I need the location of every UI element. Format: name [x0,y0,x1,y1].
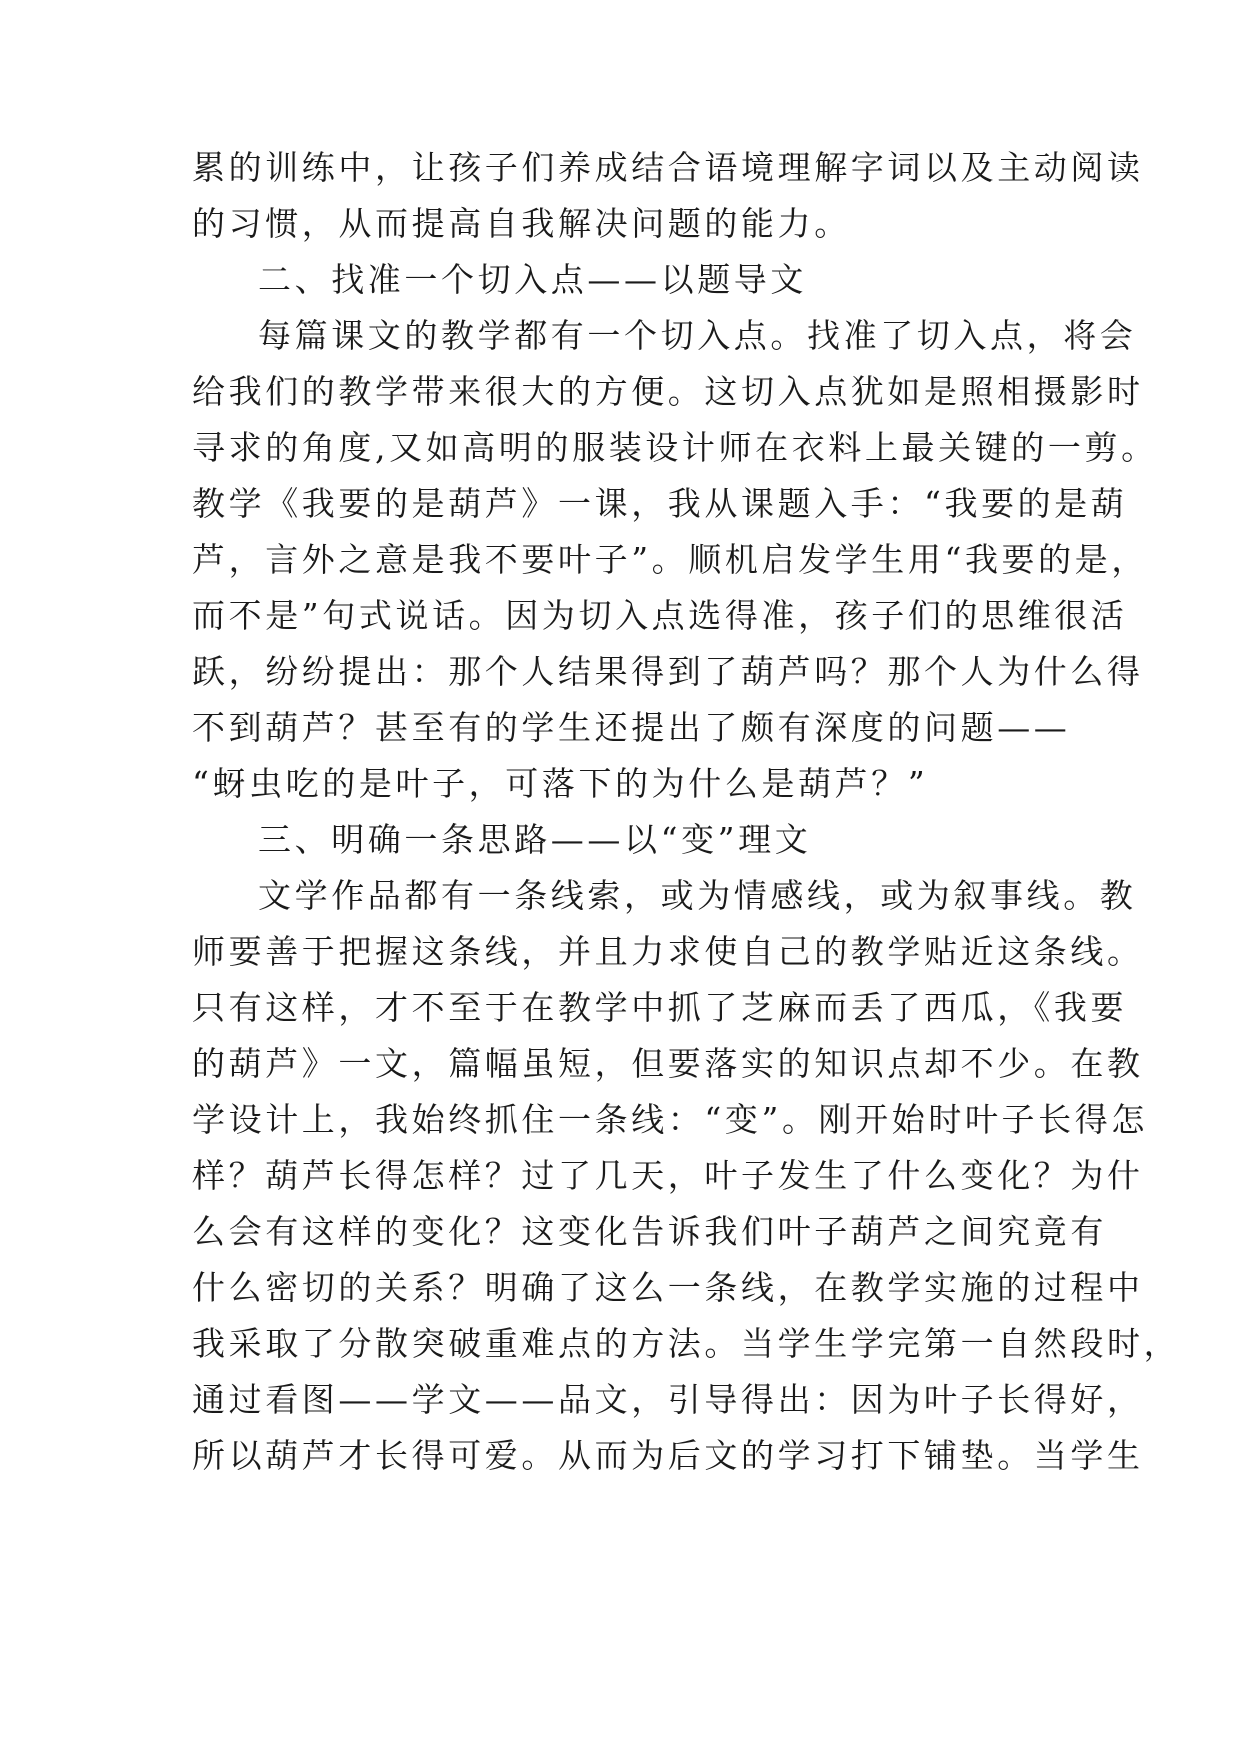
text-line: 累的训练中，让孩子们养成结合语境理解字词以及主动阅读 [192,148,1144,187]
text-line: 的葫芦》一文，篇幅虽短，但要落实的知识点却不少。在教 [192,1044,1144,1083]
section-heading: 三、明确一条思路——以“变”理文 [258,820,812,859]
text-line: 教学《我要的是葫芦》一课，我从课题入手：“我要的是葫 [192,484,1128,523]
text-line: 每篇课文的教学都有一个切入点。找准了切入点，将会 [258,316,1137,355]
text-line: 什么密切的关系？明确了这么一条线，在教学实施的过程中 [192,1268,1144,1307]
text-line: 跃，纷纷提出：那个人结果得到了葫芦吗？那个人为什么得 [192,652,1144,691]
text-line: 文学作品都有一条线索，或为情感线，或为叙事线。教 [258,876,1137,915]
section-heading: 二、找准一个切入点——以题导文 [258,260,807,299]
text-line: 样？葫芦长得怎样？过了几天，叶子发生了什么变化？为什 [192,1156,1144,1195]
text-line: 么会有这样的变化？这变化告诉我们叶子葫芦之间究竟有 [192,1212,1107,1251]
text-line: 的习惯，从而提高自我解决问题的能力。 [192,204,851,243]
text-line: 通过看图——学文——品文，引导得出：因为叶子长得好， [192,1380,1144,1419]
text-line: 所以葫芦才长得可爱。从而为后文的学习打下铺垫。当学生 [192,1436,1144,1475]
text-line: 师要善于把握这条线，并且力求使自己的教学贴近这条线。 [192,932,1144,971]
text-line: 我采取了分散突破重难点的方法。当学生学完第一自然段时， [192,1324,1181,1363]
text-line: 学设计上，我始终抓住一条线：“变”。刚开始时叶子长得怎 [192,1100,1148,1139]
text-line: 不到葫芦？甚至有的学生还提出了颇有深度的问题—— [192,708,1071,747]
text-line: 而不是”句式说话。因为切入点选得准，孩子们的思维很活 [192,596,1128,635]
text-line: 芦，言外之意是我不要叶子”。顺机启发学生用“我要的是， [192,540,1148,579]
text-line: 寻求的角度,又如高明的服装设计师在衣料上最关键的一剪。 [192,428,1158,467]
text-line: 只有这样，才不至于在教学中抓了芝麻而丢了西瓜，《我要 [192,988,1128,1027]
text-line: 给我们的教学带来很大的方便。这切入点犹如是照相摄影时 [192,372,1144,411]
text-line: “蚜虫吃的是叶子，可落下的为什么是葫芦？” [192,764,929,803]
